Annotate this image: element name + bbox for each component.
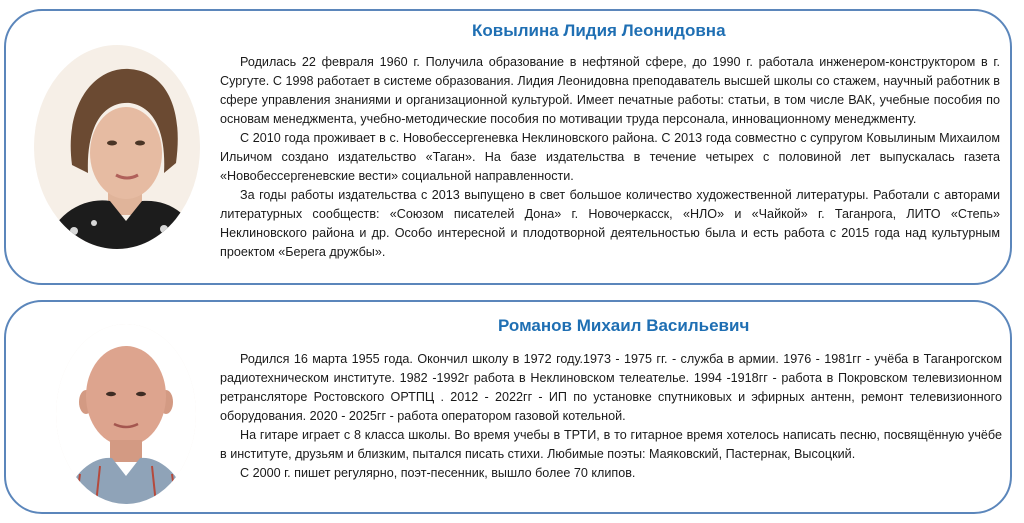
bio-paragraph: За годы работы издательства с 2013 выпущено в свет большое количество художественной литературы. Работали с авторами литературных сообществ: «Союзом писателей Дона» г. Новочеркасск, «НЛО» и «Чайкой» г. Таганрога, ЛИТО «Степь» Неклиновского района и др. Особо интересной и плодотворной деятельностью была и есть работа с 2015 года над культурным проектом «Берега дружбы». xyxy=(220,188,1000,259)
biography-text xyxy=(220,350,1002,483)
bio-paragraph: Родилась 22 февраля 1960 г. Получила образование в нефтяной сфере, до 1990 г. работала инженером-конструктором в г. Сургуте. С 1998 работает в системе образования. Лидия Леонидовна преподаватель высшей школы со стажем, научный работник в сфере управления знаниями и организационной культурой. Имеет печатные работы: статьи, в том числе ВАК, учебные пособия по основам менеджмента, учебно-методические пособия по мотивации труда персонала, инновационному менеджменту. xyxy=(220,55,1000,126)
bio-paragraph: Родился 16 марта 1955 года. Окончил школу в 1972 году.1973 - 1975 гг. - служба в армии. 1976 - 1981гг - учёба в Таганрогском радиотехническом институте. 1982 -1992г работа в Неклиновском телеателье. 1994 -1918гг - работа в Покровском телевизионном ретрансляторе Ростовского ОРТПЦ . 2012 - 2022гг - ИП по установке спутниковых и эфирных антенн, ремонт телевизионного оборудования. 2020 - 2025гг - работа оператором газовой котельной. xyxy=(220,352,1002,423)
bio-paragraph: С 2010 года проживает в с. Новобессергеневка Неклиновского района. С 2013 года совместно с супругом Ковылиным Михаилом Ильичом создано издательство «Таган». На базе издательства в течение четырех с половиной лет выпускалась газета «Новобессергеневские вести» социальной направленности. xyxy=(220,131,1000,183)
bio-card-romanov xyxy=(4,300,1012,514)
bio-paragraph: На гитаре играет с 8 класса школы. Во время учебы в ТРТИ, в то гитарное время хотелось написать песню, посвящённую учёбе в институте, друзьям и близким, пытался писать стихи. Любимые поэты: Маяковский, Пастернак, Высоцкий. xyxy=(220,428,1002,461)
person-name: Романов Михаил Васильевич xyxy=(498,316,750,335)
man-portrait-image xyxy=(56,324,196,504)
person-name: Ковылина Лидия Леонидовна xyxy=(472,21,726,40)
portrait-photo xyxy=(34,45,200,249)
woman-portrait-image xyxy=(34,45,200,249)
bio-card-kovylina xyxy=(4,9,1012,285)
bio-paragraph: С 2000 г. пишет регулярно, поэт-песенник, вышло более 70 клипов. xyxy=(240,466,636,480)
biography-text xyxy=(220,53,1000,262)
portrait-photo xyxy=(56,324,196,504)
